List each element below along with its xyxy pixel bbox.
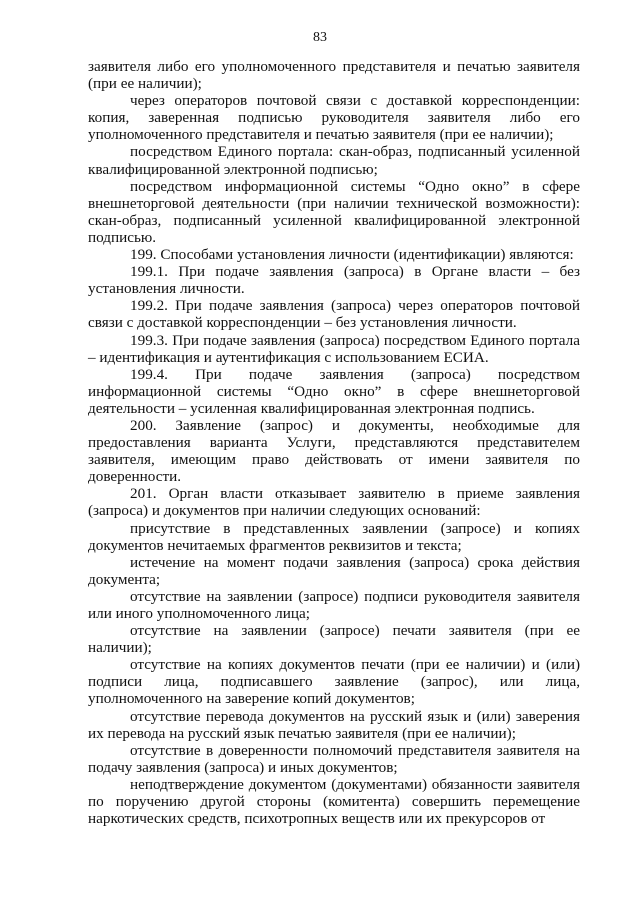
paragraph: присутствие в представленных заявлении (запросе) и копиях документов нечитаемых фрагментов реквизитов и текста; xyxy=(88,519,580,554)
paragraph: 200. Заявление (запрос) и документы, необходимые для предоставления варианта Услуги, представляются представителем заявителя, имеющим право действовать от имени заявителя по доверенности. xyxy=(88,416,580,486)
paragraph: 199.3. При подаче заявления (запроса) посредством Единого портала – идентификация и аутентификация с использованием ЕСИА. xyxy=(88,331,580,366)
paragraph: 199.4. При подаче заявления (запроса) посредством информационной системы “Одно окно” в сфере внешнеторговой деятельности – усиленная квалифицированная электронная подпись. xyxy=(88,365,580,417)
page-number: 83 xyxy=(313,30,327,45)
paragraph: заявителя либо его уполномоченного представителя и печатью заявителя (при ее наличии); xyxy=(88,58,580,93)
paragraph: 199.2. При подаче заявления (запроса) через операторов почтовой связи с доставкой корреспонденции – без установления личности. xyxy=(88,297,580,332)
paragraph: 201. Орган власти отказывает заявителю в приеме заявления (запроса) и документов при наличии следующих оснований: xyxy=(88,485,580,520)
paragraph: истечение на момент подачи заявления (запроса) срока действия документа; xyxy=(88,553,580,588)
paragraph: 199.1. При подаче заявления (запроса) в Органе власти – без установления личности. xyxy=(88,263,580,298)
paragraph: отсутствие перевода документов на русский язык и (или) заверения их перевода на русский язык печатью заявителя (при ее наличии); xyxy=(88,707,580,742)
paragraph: отсутствие на копиях документов печати (при ее наличии) и (или) подписи лица, подписавшего заявление (запрос), или лица, уполномоченного на заверение копий документов; xyxy=(88,656,580,708)
paragraph: отсутствие на заявлении (запросе) подписи руководителя заявителя или иного уполномоченного лица; xyxy=(88,587,580,622)
paragraph: отсутствие на заявлении (запросе) печати заявителя (при ее наличии); xyxy=(88,622,580,657)
paragraph: 199. Способами установления личности (идентификации) являются: xyxy=(130,246,574,264)
paragraph: отсутствие в доверенности полномочий представителя заявителя на подачу заявления (запроса) и иных документов; xyxy=(88,741,580,776)
document-body xyxy=(88,58,580,827)
paragraph: неподтверждение документом (документами) обязанности заявителя по поручению другой стороны (комитента) совершить перемещение наркотических средств, психотропных веществ или их прекурсоров от xyxy=(88,775,580,828)
paragraph: посредством информационной системы “Одно окно” в сфере внешнеторговой деятельности (при наличии технической возможности): скан-образ, подписанный усиленной квалифицированной электронной подписью. xyxy=(88,177,580,246)
paragraph: через операторов почтовой связи с доставкой корреспонденции: копия, заверенная подписью руководителя заявителя либо его уполномоченного представителя и печатью заявителя (при ее наличии); xyxy=(88,92,580,144)
paragraph: посредством Единого портала: скан-образ, подписанный усиленной квалифицированной электронной подписью; xyxy=(88,143,580,178)
